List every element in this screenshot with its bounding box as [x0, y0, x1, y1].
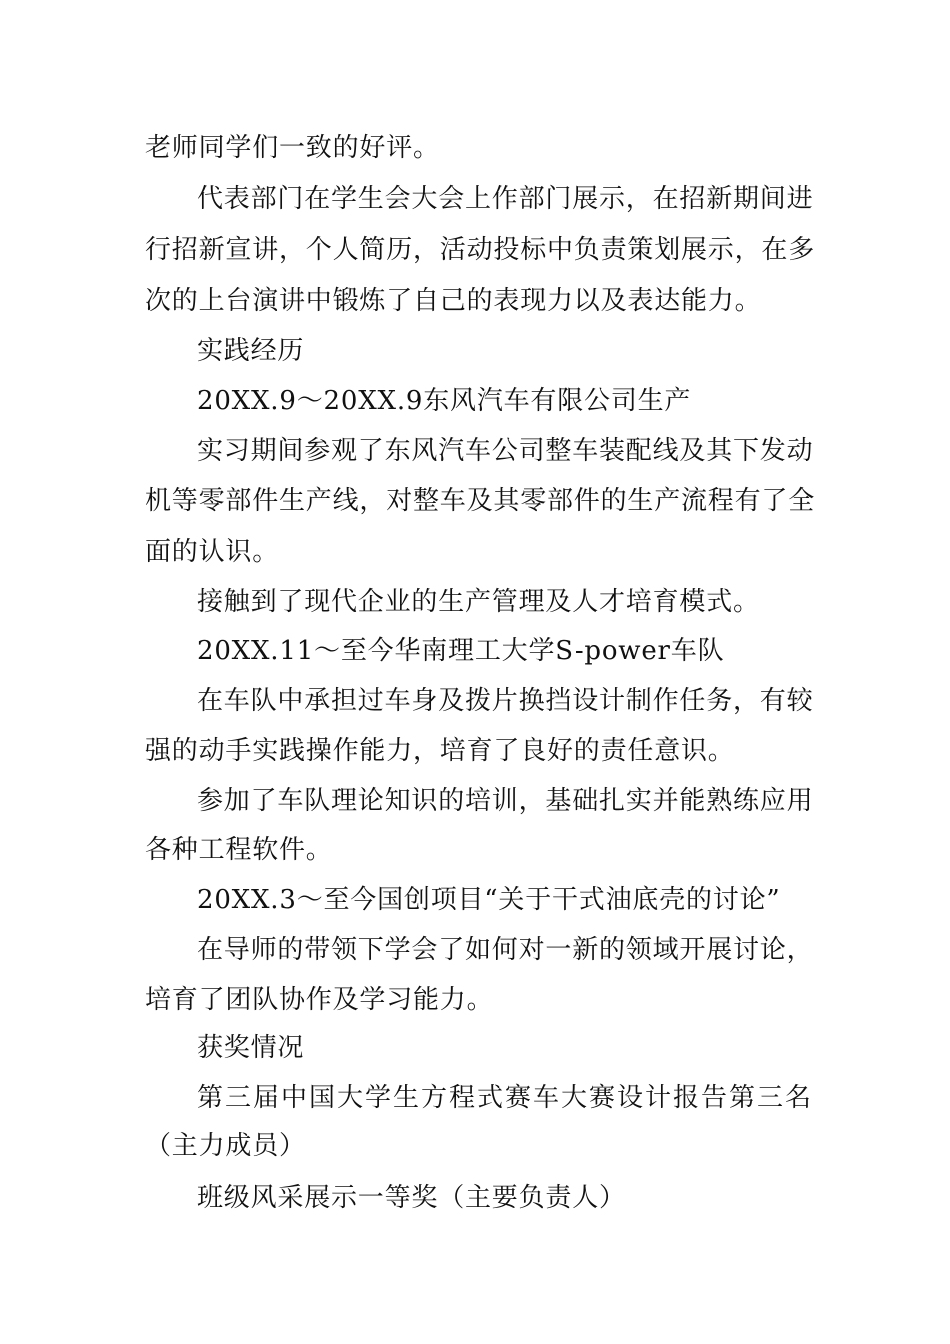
text-line: 实习期间参观了东风汽车公司整车装配线及其下发动	[197, 436, 814, 466]
award-line: （主力成员）	[145, 1131, 306, 1161]
experience-title: 20XX.11～至今华南理工大学S-power车队	[197, 636, 725, 666]
text-line: 代表部门在学生会大会上作部门展示，在招新期间进	[197, 184, 814, 214]
award-line: 第三届中国大学生方程式赛车大赛设计报告第三名	[197, 1083, 814, 1113]
experience-title: 20XX.3～至今国创项目“关于干式油底壳的讨论”	[197, 885, 781, 915]
experience-title: 20XX.9～20XX.9东风汽车有限公司生产	[197, 386, 692, 416]
text-line: 参加了车队理论知识的培训，基础扎实并能熟练应用	[197, 786, 814, 816]
text-line: 各种工程软件。	[145, 835, 333, 865]
text-line: 面的认识。	[145, 537, 280, 567]
text-line: 培育了团队协作及学习能力。	[145, 985, 494, 1015]
text-line: 接触到了现代企业的生产管理及人才培育模式。	[197, 587, 760, 617]
text-line: 行招新宣讲，个人简历，活动投标中负责策划展示，在多	[145, 235, 816, 265]
text-line: 在车队中承担过车身及拨片换挡设计制作任务，有较	[197, 686, 814, 716]
text-line: 老师同学们一致的好评。	[145, 133, 440, 163]
text-line: 次的上台演讲中锻炼了自己的表现力以及表达能力。	[145, 286, 762, 316]
section-heading: 获奖情况	[197, 1033, 305, 1063]
text-line: 在导师的带领下学会了如何对一新的领域开展讨论，	[197, 935, 814, 965]
section-heading: 实践经历	[197, 336, 305, 366]
text-line: 强的动手实践操作能力，培育了良好的责任意识。	[145, 736, 735, 766]
award-line: 班级风采展示一等奖（主要负责人）	[197, 1183, 626, 1213]
text-line: 机等零部件生产线，对整车及其零部件的生产流程有了全	[145, 486, 816, 516]
